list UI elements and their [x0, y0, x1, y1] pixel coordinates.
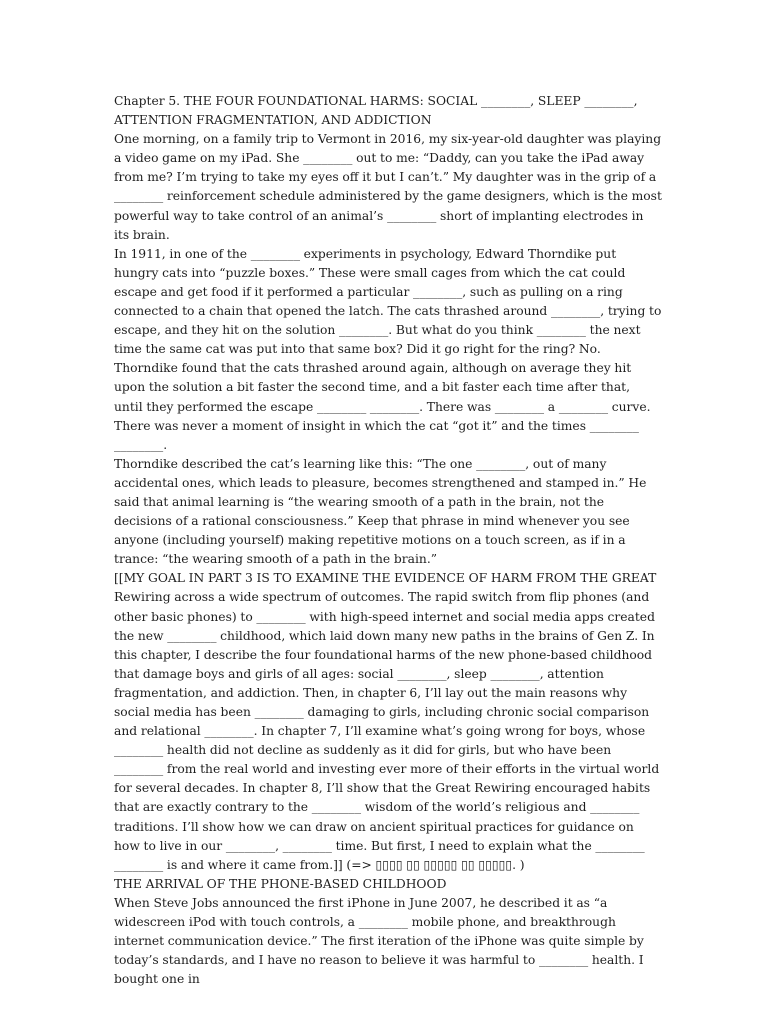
paragraph-thorndike-quote: Thorndike described the cat’s learning like this: “The one ________, out of many accidental ones, which leads to pleasure, becomes strengthened and stamped in.” He said that animal learning is “the wearing smooth of a path in the brain, not the decisions of a rational consciousness.” Keep that phrase in mind whenever you see anyone (including yourself) making repetitive motions on a touch screen, as if in a trance: “the wearing smooth of a path in the brain.” [114, 456, 647, 567]
document-body [114, 92, 662, 989]
paragraph-iphone-arrival: When Steve Jobs announced the first iPhone in June 2007, he described it as “a widescreen iPod with touch controls, a ________ mobile phone, and breakthrough internet communication device.” The first iteration of the iPhone was quite simple by today’s standards, and I have no reason to believe it was harmful to ________ health. I bought one in [114, 895, 644, 987]
paragraph-part3-goal: [[MY GOAL IN PART 3 IS TO EXAMINE THE EVIDENCE OF HARM FROM THE GREAT Rewiring across a wide spectrum of outcomes. The rapid switch from flip phones (and other basic phones) to ________ with high-speed internet and social media apps created the new ________ childhood, which laid down many new paths in the brains of Gen Z. In this chapter, I describe the four foundational harms of the new phone-based childhood that damage boys and girls of all ages: social ________, sleep ________, attention fragmentation, and addiction. Then, in chapter 6, I’ll lay out the main reasons why social media has been ________ damaging to girls, including chronic social comparison and relational ________. In chapter 7, I’ll examine what’s going wrong for boys, whose ________ health did not decline as suddenly as it did for girls, but who have been ________ from the real world and investing ever more of their efforts in the virtual world for several decades. In chapter 8, I’ll show that the Great Rewiring encouraged habits that are exactly contrary to the ________ wisdom of the world’s religious and ________ traditions. I’ll show how we can draw on ancient spiritual practices for guidance on how to live in our ________, ________ time. But first, I need to explain what the ________ ________ is and where it came from.]] (=> ▯▯▯▯ ▯▯ ▯▯▯▯▯ ▯▯ ▯▯▯▯▯. ) [114, 571, 660, 872]
chapter-title: Chapter 5. THE FOUR FOUNDATIONAL HARMS: SOCIAL ________, SLEEP ________, ATTENTION FRAGMENTATION, AND ADDICTION [114, 94, 638, 128]
section-heading: THE ARRIVAL OF THE PHONE-BASED CHILDHOOD [114, 876, 447, 891]
paragraph-thorndike-experiment: In 1911, in one of the ________ experiments in psychology, Edward Thorndike put hungry cats into “puzzle boxes.” These were small cages from which the cat could escape and get food if it performed a particular ________, such as pulling on a ring connected to a chain that opened the latch. The cats thrashed around ________, trying to escape, and they hit on the solution ________. But what do you think ________ the next time the same cat was put into that same box? Did it go right for the ring? No. Thorndike found that the cats thrashed around again, although on average they hit upon the solution a bit faster the second time, and a bit faster each time after that, until they performed the escape ________ ________. There was ________ a ________ curve. There was never a moment of insight in which the cat “got it” and the times ________ ________. [114, 246, 662, 452]
paragraph-vermont-trip: One morning, on a family trip to Vermont in 2016, my six-year-old daughter was playing a video game on my iPad. She ________ out to me: “Daddy, can you take the iPad away from me? I’m trying to take my eyes off it but I can’t.” My daughter was in the grip of a ________ reinforcement schedule administered by the game designers, which is the most powerful way to take control of an animal’s ________ short of implanting electrodes in its brain. [114, 132, 662, 242]
